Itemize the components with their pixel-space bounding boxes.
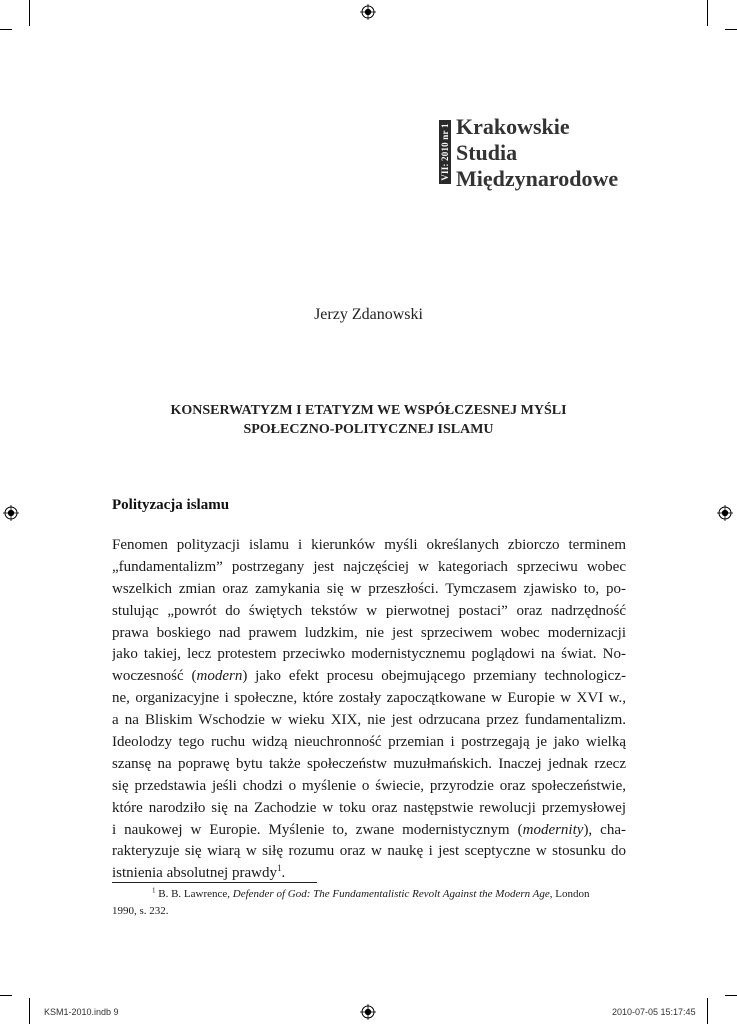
body-line-text: istnienia absolutnej prawdy (112, 865, 277, 882)
body-paragraph (112, 535, 626, 885)
registration-mark-icon (717, 505, 733, 521)
registration-mark-icon (360, 1004, 376, 1020)
footnote-book-title: Defender of God: The Fundamentalistic Revolt Against the Modern Age (232, 888, 550, 900)
slug-file: KSM1-2010.indb 9 (44, 1007, 119, 1017)
body-line: jako takiej, lecz protestem przeciwko modernistycznemu poglądowi na świat. No- (112, 646, 626, 663)
article-title-line: KONSERWATYZM I ETATYZM WE WSPÓŁCZESNEJ MYŚLI (170, 403, 567, 418)
crop-mark (29, 0, 30, 26)
body-line: wszelkich zmian oraz zamykania się w przeszłości. Tymczasem zjawisko to, po- (112, 580, 626, 597)
journal-title-line: Międzynarodowe (456, 166, 619, 191)
footnote (112, 886, 626, 920)
body-line: stulując „powrót do świętych tekstów w pierwotnej postaci” oraz nadrzędność (112, 602, 626, 619)
article-title (100, 401, 637, 439)
journal-title-line: Krakowskie (456, 114, 570, 139)
body-line: a na Bliskim Wschodzie w wieku XIX, nie jest odrzucana przez fundamentalizm. (112, 712, 626, 729)
footnote-line (112, 886, 626, 903)
body-line: prawa boskiego nad prawem ludzkim, nie jest sprzeciwem wobec modernizacji (112, 624, 626, 641)
author-name: Jerzy Zdanowski (314, 306, 423, 323)
body-line: Ideolodzy tego ruchu widzą nieuchronność przemian i postrzegają je jako wielką (112, 734, 626, 751)
crop-mark (725, 29, 737, 30)
body-line: się przedstawia jeśli chodzi o myślenie o świecie, przyrodzie oraz społeczeństwie, (112, 777, 626, 794)
crop-mark (707, 0, 708, 26)
period: . (281, 865, 286, 882)
journal-title-line: Studia (456, 140, 518, 165)
body-line: i naukowej w Europie. Myślenie to, zwane modernistycznym (modernity), cha- (112, 821, 626, 838)
crop-mark (0, 29, 12, 30)
crop-mark (725, 995, 737, 996)
crop-mark (0, 995, 12, 996)
footnote-rule (112, 882, 317, 883)
section-heading: Polityzacja islamu (112, 497, 230, 513)
journal-volume-bar (439, 120, 451, 184)
registration-mark-icon (360, 4, 376, 20)
slug-datetime: 2010-07-05 15:17:45 (612, 1007, 696, 1017)
body-line: które narodziło się na Zachodzie w toku oraz następstwie rewolucji przemysłowej (112, 799, 626, 816)
footnote-reference[interactable]: 1 (276, 863, 282, 874)
body-line: woczesność (modern) jako efekt procesu obejmującego przemiany technologicz- (112, 668, 626, 685)
footnote-place: , London (549, 888, 590, 900)
body-line: „fundamentalizm” postrzegany jest najczęściej w kategoriach sprzeciwu wobec (112, 558, 626, 575)
body-line: ne, organizacyjne i społeczne, które zostały zapoczątkowane w Europie w XVI w., (112, 690, 626, 707)
registration-mark-icon (3, 505, 19, 521)
italic-term: modernity (522, 821, 584, 838)
footnote-line: 1990, s. 232. (112, 905, 169, 917)
crop-mark (29, 998, 30, 1024)
footnote-number: 1 (152, 886, 156, 895)
article-title-line: SPOŁECZNO-POLITYCZNEJ ISLAMU (243, 422, 494, 437)
body-line: Fenomen polityzacji islamu i kierunków myśli określanych zbiorczo terminem (112, 537, 626, 553)
journal-title (456, 114, 676, 192)
italic-term: modern (196, 668, 243, 685)
crop-mark (707, 998, 708, 1024)
journal-volume-label: VII: 2010 nr 1 (440, 123, 450, 181)
body-line: szansę na poprawę bytu także społeczeństw muzułmańskich. Inaczej jednak rzecz (112, 755, 626, 772)
footnote-author: B. B. Lawrence, (158, 888, 231, 900)
body-line: rakteryzuje się wiarą w siłę rozumu oraz w naukę i jest sceptyczne w stosunku do (112, 843, 626, 860)
